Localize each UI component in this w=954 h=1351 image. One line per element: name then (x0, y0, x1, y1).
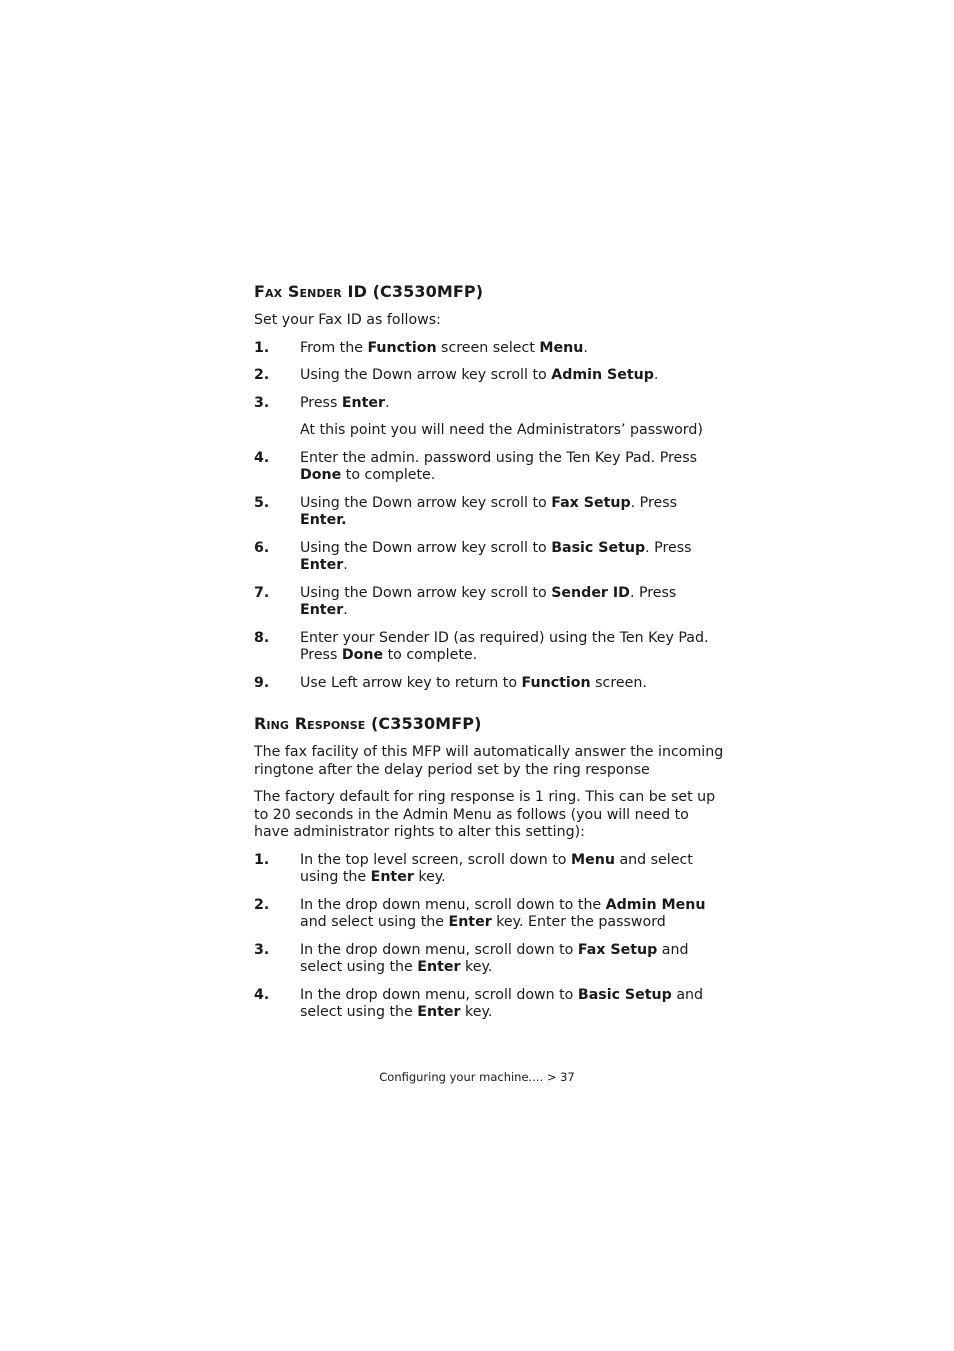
step-emphasis: Enter (300, 602, 344, 618)
step-number: 8. (254, 629, 270, 646)
step-text-run: . (343, 557, 348, 573)
list-item (254, 395, 724, 413)
step-text-run: In the drop down menu, scroll down to the (300, 896, 606, 913)
step-text-run: In the drop down menu, scroll down to (300, 941, 578, 958)
step-text-run: key. Enter the password (491, 914, 666, 930)
step-emphasis: Function (367, 339, 437, 356)
step-text-run: to complete. (383, 647, 478, 663)
step-text (300, 395, 724, 413)
step-number: 1. (254, 339, 270, 356)
step-text-run: . (653, 367, 659, 383)
step-text-run: . (385, 394, 390, 411)
step-text-run: key. (413, 869, 446, 885)
ring-response-paragraph-1: The fax facility of this MFP will automatically answer the incoming ringtone after the delay period set by the ring response (254, 744, 724, 778)
step-emphasis: Done (341, 647, 384, 663)
step-emphasis: Enter (300, 557, 344, 573)
step-text (300, 367, 724, 385)
step-number: 5. (254, 494, 270, 511)
step-text-run: . Press (645, 539, 692, 556)
step-emphasis: Menu (571, 851, 615, 868)
step-text-run: Using the Down arrow key scroll to (300, 539, 552, 556)
section-heading-ring-response: Ring Response (C3530MFP) (254, 714, 482, 733)
step-text-run: key. (460, 959, 493, 975)
step-emphasis: Enter (417, 1004, 461, 1020)
step-text-run: Enter the admin. password using the Ten Key Pad. Press (300, 449, 698, 466)
step-text-run: key. (460, 1004, 493, 1020)
step-text (300, 450, 724, 485)
list-item (254, 942, 724, 977)
step-emphasis: Enter. (300, 512, 347, 528)
step-text-run: Using the Down arrow key scroll to (300, 494, 552, 511)
step-emphasis: Fax Setup (577, 941, 658, 958)
step-text-run: to complete. (341, 467, 436, 483)
step-text (300, 540, 724, 575)
step-number: 6. (254, 539, 270, 556)
step-text-run: and select using the (300, 851, 693, 885)
step-text (300, 942, 724, 977)
ring-response-paragraph-2: The factory default for ring response is 1 ring. This can be set up to 20 seconds in the Admin Menu as follows (you will need to have administrator rights to alter this setting): (254, 789, 716, 840)
step-text-run: and select using the (300, 941, 689, 975)
step-emphasis: Enter (448, 914, 492, 930)
page-footer: Configuring your machine.... > 37 (379, 1070, 575, 1084)
step-text-run: In the drop down menu, scroll down to (300, 986, 578, 1003)
intro-paragraph: Set your Fax ID as follows: (254, 312, 441, 328)
step-number: 2. (254, 367, 270, 383)
step-emphasis: Basic Setup (577, 986, 672, 1003)
step-emphasis: Enter (417, 959, 461, 975)
step-text (300, 987, 724, 1022)
step-text-run: . Press (630, 494, 677, 511)
step-text-run: and select using the (300, 914, 449, 930)
step-emphasis: Enter (341, 394, 386, 411)
list-item (254, 585, 724, 620)
step-text (300, 630, 724, 665)
step-emphasis: Admin Menu (605, 896, 706, 913)
list-item (254, 987, 724, 1022)
step-text (300, 897, 724, 932)
step-number: 4. (254, 986, 270, 1003)
step-emphasis: Enter (370, 869, 414, 885)
fax-sender-steps-list (254, 340, 724, 693)
list-item (254, 340, 724, 358)
list-item (254, 852, 724, 887)
list-item (254, 540, 724, 575)
step-text-run: Using the Down arrow key scroll to (300, 584, 552, 601)
list-item (254, 630, 724, 665)
step-number: 4. (254, 449, 270, 466)
list-item (254, 367, 724, 385)
list-item (254, 897, 724, 932)
step-emphasis: Fax Setup (551, 494, 631, 511)
step-text-run: From the (300, 339, 368, 356)
step-number: 3. (254, 941, 270, 958)
step-number: 3. (254, 394, 270, 411)
step-text-run: screen select (436, 339, 540, 356)
step-emphasis: Done (300, 467, 342, 483)
step-note: At this point you will need the Administrators’ password) (300, 422, 703, 438)
step-text (300, 585, 724, 620)
step-emphasis: Admin Setup (551, 367, 654, 383)
step-emphasis: Basic Setup (551, 539, 646, 556)
step-number: 1. (254, 851, 270, 868)
step-emphasis: Menu (539, 339, 584, 356)
step-text-run: Use Left arrow key to return to (300, 674, 522, 691)
step-text-run: In the top level screen, scroll down to (300, 851, 571, 868)
step-text (300, 675, 724, 693)
ring-response-steps-list (254, 852, 724, 1022)
step-text-run: Enter your Sender ID (as required) using the Ten Key Pad. Press (300, 629, 709, 663)
section-heading-fax-sender-id: Fax Sender ID (C3530MFP) (254, 282, 484, 301)
list-item (254, 675, 724, 693)
step-text (300, 340, 724, 358)
step-number: 7. (254, 584, 270, 601)
step-text (300, 852, 724, 887)
step-emphasis: Sender ID (551, 584, 630, 601)
step-number: 9. (254, 674, 270, 691)
step-number: 2. (254, 896, 270, 913)
list-item (254, 495, 724, 530)
step-text-run: Using the Down arrow key scroll to (300, 367, 552, 383)
list-item (254, 450, 724, 485)
step-text (300, 495, 724, 530)
step-text-run: screen. (590, 674, 647, 691)
step-text-run: . Press (629, 584, 677, 601)
step-emphasis: Function (521, 674, 591, 691)
step-text-run: . (343, 602, 348, 618)
step-text-run: Press (300, 394, 342, 411)
document-body (254, 282, 724, 1032)
step-text-run: . (583, 339, 588, 356)
step-text-run: and select using the (300, 986, 704, 1020)
